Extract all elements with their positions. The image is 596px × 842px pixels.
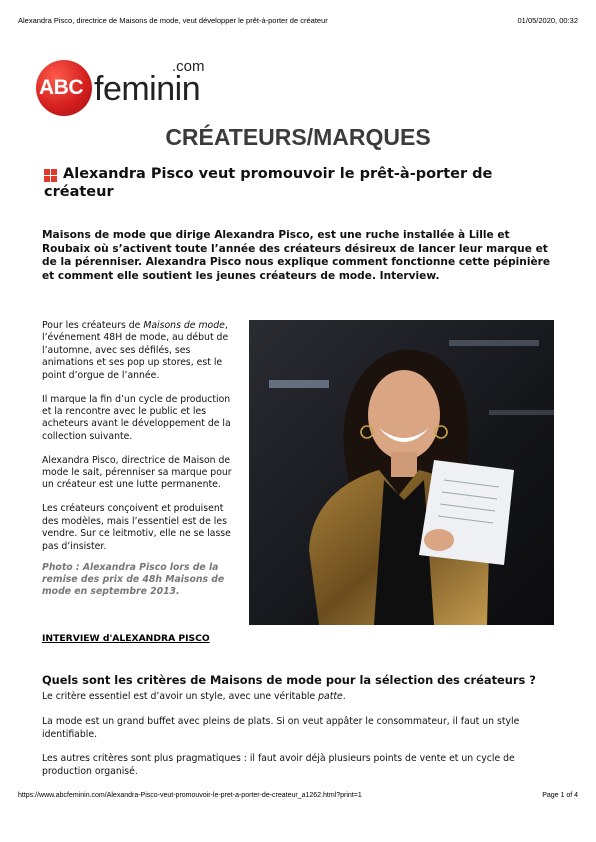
logo-feminin-text: feminin <box>94 70 201 108</box>
paragraph-4: Les créateurs conçoivent et produisent des modèles, mais l’essentiel est de les vendre. Sur ce leitmotiv, elle ne se lasse pas d’insister. <box>42 503 231 552</box>
print-footer-url: https://www.abcfeminin.com/Alexandra-Pisco-veut-promouvoir-le-pret-a-porter-de-createur_a1262.html?print=1 <box>18 792 362 799</box>
photo-illustration <box>249 320 554 625</box>
photo-caption: Photo : Alexandra Pisco lors de la remise des prix de 48h Maisons de mode en septembre 2013. <box>42 561 225 598</box>
maisons-de-mode-em: Maisons de mode <box>143 320 225 331</box>
answer-paragraph-1: Le critère essentiel est d’avoir un style, avec une véritable patte. <box>42 691 346 702</box>
answer-paragraph-2: La mode est un grand buffet avec pleins de plats. Si on veut appâter le consommateur, il faut un style identifiable. <box>42 716 520 740</box>
print-header-date: 01/05/2020, 00:32 <box>517 16 578 25</box>
question-heading: Quels sont les critères de Maisons de mode pour la sélection des créateurs ? <box>42 673 536 687</box>
article-intro: Maisons de mode que dirige Alexandra Pisco, est une ruche installée à Lille et Roubaix où s’activent toute l’année des créateurs désireux de lancer leur marque et de la pérenniser. Alexandra Pisco nous explique comment fonctionne cette pépinière et comment elle soutient les jeunes créateurs de mode. Interview. <box>42 229 551 282</box>
paragraph-1: Pour les créateurs de Maisons de mode, l’événement 48H de mode, au début de l’automne, avec ses défilés, ses animations et ses pop up stores, est le point d’orgue de l’année. <box>42 320 229 381</box>
paragraph-2: Il marque la fin d’un cycle de production et la rencontre avec le public et les acheteurs avant le développement de la collection suivante. <box>42 393 231 442</box>
answer-paragraph-3: Les autres critères sont plus pragmatiques : il faut avoir déjà plusieurs points de vente et un cycle de production organisé. <box>42 753 515 777</box>
logo-com-text: .com <box>172 58 205 75</box>
article-title: Alexandra Pisco veut promouvoir le prêt-à-porter de créateur <box>44 166 493 200</box>
article-left-column <box>42 320 238 610</box>
paragraph-3: Alexandra Pisco, directrice de Maison de mode le sait, pérenniser sa marque pour un créateur est une lutte permanente. <box>42 454 232 491</box>
print-footer-page-number: Page 1 of 4 <box>542 792 578 799</box>
logo-abc-text: ABC <box>39 76 83 99</box>
abcfeminin-logo[interactable] <box>36 58 216 116</box>
patte-em: patte <box>318 691 343 702</box>
article-photo <box>249 320 554 625</box>
section-title: CRÉATEURS/MARQUES <box>165 124 431 150</box>
interview-link[interactable]: INTERVIEW d'ALEXANDRA PISCO <box>42 633 210 644</box>
print-header-title: Alexandra Pisco, directrice de Maisons de mode, veut développer le prêt-à-porter de créateur <box>18 16 328 25</box>
